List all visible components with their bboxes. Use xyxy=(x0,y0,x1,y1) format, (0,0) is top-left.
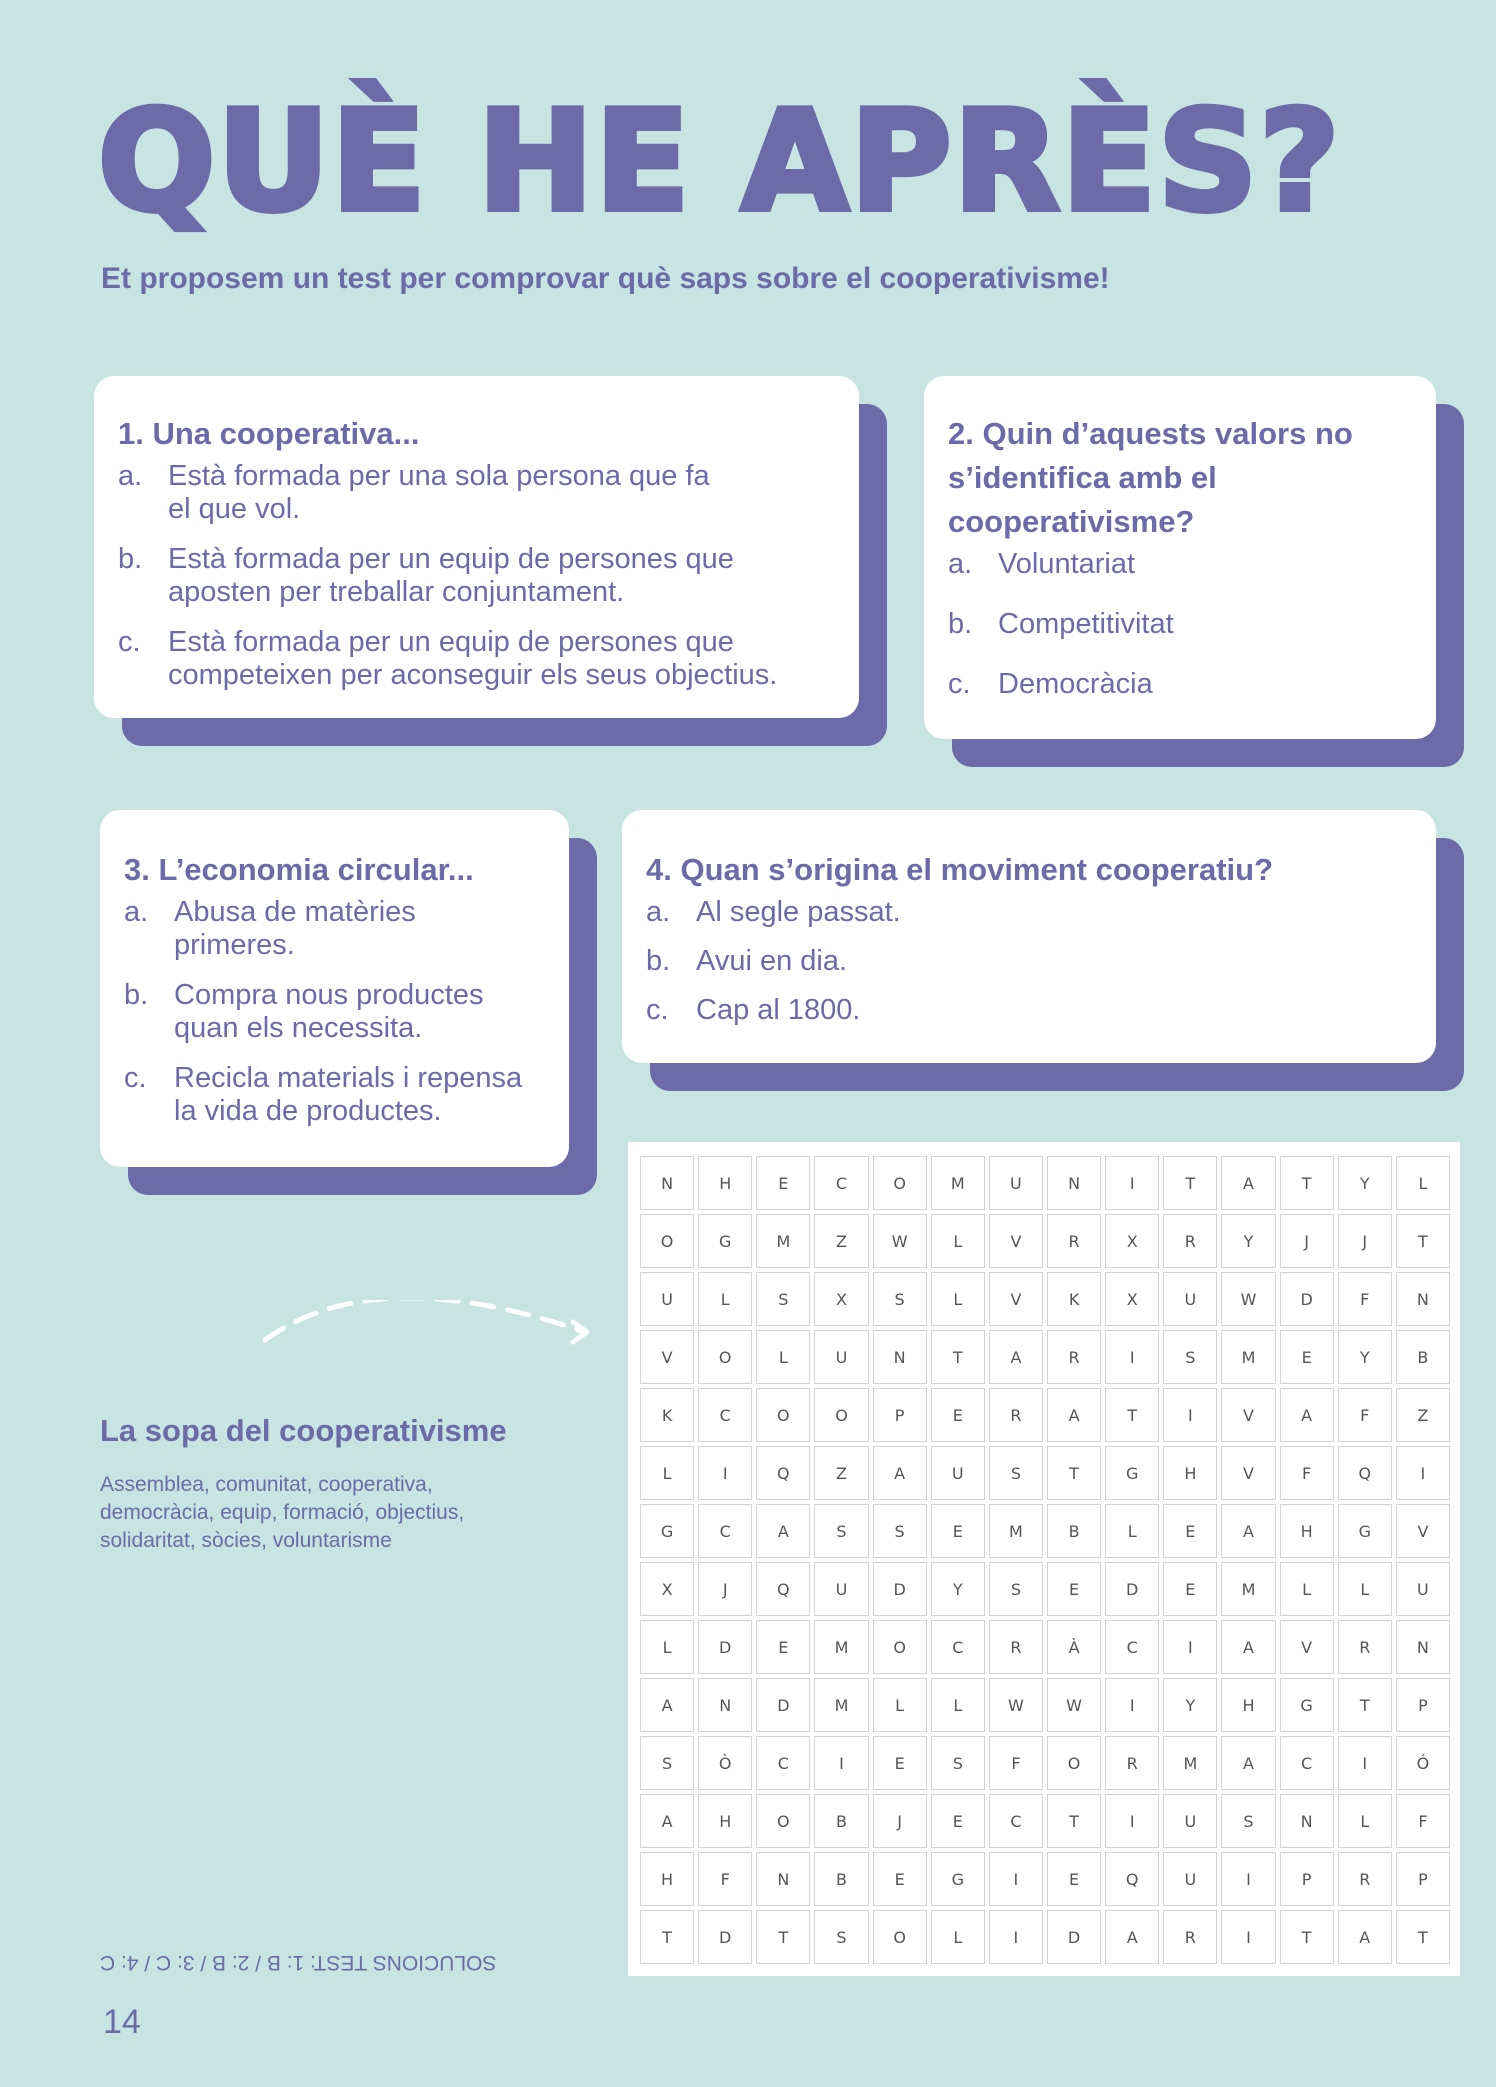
grid-cell[interactable]: C xyxy=(931,1620,985,1674)
grid-cell[interactable]: L xyxy=(873,1678,927,1732)
page-subtitle: Et proposem un test per comprovar què saps sobre el cooperativisme! xyxy=(101,262,1110,295)
grid-cell[interactable]: S xyxy=(1163,1330,1217,1384)
grid-cell[interactable]: O xyxy=(756,1388,810,1442)
grid-cell[interactable]: C xyxy=(814,1156,868,1210)
option-c xyxy=(948,668,1412,701)
grid-cell[interactable]: P xyxy=(873,1388,927,1442)
grid-cell[interactable]: Z xyxy=(814,1214,868,1268)
grid-cell[interactable]: T xyxy=(1047,1794,1101,1848)
option-text: Democràcia xyxy=(998,668,1153,700)
grid-cell[interactable]: S xyxy=(640,1736,694,1790)
grid-cell[interactable]: U xyxy=(931,1446,985,1500)
dashed-arrow-icon xyxy=(255,1300,595,1420)
grid-cell[interactable]: M xyxy=(989,1504,1043,1558)
grid-cell[interactable]: T xyxy=(1163,1156,1217,1210)
grid-cell[interactable]: F xyxy=(698,1852,752,1906)
question-card-2 xyxy=(924,376,1436,739)
grid-cell[interactable]: H xyxy=(1221,1678,1275,1732)
grid-cell[interactable]: D xyxy=(1047,1910,1101,1964)
grid-cell[interactable]: I xyxy=(1396,1446,1450,1500)
grid-cell[interactable]: N xyxy=(1280,1794,1334,1848)
grid-cell[interactable]: L xyxy=(1338,1562,1392,1616)
grid-cell[interactable]: S xyxy=(873,1272,927,1326)
option-letter: b. xyxy=(948,608,973,640)
grid-cell[interactable]: M xyxy=(814,1678,868,1732)
grid-cell[interactable]: I xyxy=(1163,1620,1217,1674)
grid-cell[interactable]: P xyxy=(1396,1852,1450,1906)
grid-cell[interactable]: D xyxy=(756,1678,810,1732)
option-letter: a. xyxy=(124,896,149,928)
grid-cell[interactable]: A xyxy=(756,1504,810,1558)
grid-cell[interactable]: F xyxy=(1338,1272,1392,1326)
grid-cell[interactable]: N xyxy=(1396,1620,1450,1674)
option-c xyxy=(124,1062,545,1128)
grid-cell[interactable]: R xyxy=(1163,1910,1217,1964)
grid-cell[interactable]: X xyxy=(1105,1272,1159,1326)
grid-cell[interactable]: T xyxy=(640,1910,694,1964)
word-search-grid xyxy=(628,1142,1460,1976)
grid-cell[interactable]: D xyxy=(698,1620,752,1674)
grid-cell[interactable]: O xyxy=(756,1794,810,1848)
grid-cell[interactable]: U xyxy=(1163,1852,1217,1906)
grid-cell[interactable]: S xyxy=(756,1272,810,1326)
grid-cell[interactable]: X xyxy=(1105,1214,1159,1268)
grid-cell[interactable]: S xyxy=(814,1910,868,1964)
grid-cell[interactable]: Ó xyxy=(1396,1736,1450,1790)
question-card-3 xyxy=(100,810,569,1167)
option-a xyxy=(948,548,1412,581)
grid-cell[interactable]: I xyxy=(989,1910,1043,1964)
grid-cell[interactable]: R xyxy=(989,1620,1043,1674)
grid-cell[interactable]: M xyxy=(931,1156,985,1210)
grid-cell[interactable]: C xyxy=(1280,1736,1334,1790)
grid-cell[interactable]: T xyxy=(1280,1910,1334,1964)
grid-cell[interactable]: À xyxy=(1047,1620,1101,1674)
grid-cell[interactable]: F xyxy=(1338,1388,1392,1442)
grid-cell[interactable]: M xyxy=(1163,1736,1217,1790)
grid-cell[interactable]: A xyxy=(1221,1504,1275,1558)
option-text: Està formada per un equip de persones que aposten per treballar conjuntament. xyxy=(168,543,734,608)
grid-cell[interactable]: N xyxy=(756,1852,810,1906)
option-c xyxy=(646,994,1412,1027)
grid-cell[interactable]: T xyxy=(756,1910,810,1964)
option-a xyxy=(124,896,545,962)
grid-cell[interactable]: N xyxy=(698,1678,752,1732)
grid-cell[interactable]: I xyxy=(814,1736,868,1790)
grid-cell[interactable]: E xyxy=(931,1504,985,1558)
grid-cell[interactable]: R xyxy=(1047,1214,1101,1268)
grid-cell[interactable]: B xyxy=(814,1794,868,1848)
grid-cell[interactable]: E xyxy=(756,1620,810,1674)
grid-cell[interactable]: L xyxy=(640,1620,694,1674)
grid-cell[interactable]: M xyxy=(814,1620,868,1674)
grid-cell[interactable]: L xyxy=(1105,1504,1159,1558)
grid-cell[interactable]: L xyxy=(931,1272,985,1326)
grid-cell[interactable]: D xyxy=(698,1910,752,1964)
grid-cell[interactable]: E xyxy=(873,1852,927,1906)
grid-cell[interactable]: M xyxy=(1221,1330,1275,1384)
option-letter: b. xyxy=(646,945,671,977)
grid-cell[interactable]: R xyxy=(1338,1852,1392,1906)
grid-cell[interactable]: Y xyxy=(1221,1214,1275,1268)
option-letter: b. xyxy=(124,979,149,1011)
grid-cell[interactable]: U xyxy=(989,1156,1043,1210)
grid-cell[interactable]: E xyxy=(931,1388,985,1442)
grid-cell[interactable]: T xyxy=(1280,1156,1334,1210)
grid-cell[interactable]: V xyxy=(989,1214,1043,1268)
grid-cell[interactable]: U xyxy=(640,1272,694,1326)
grid-cell[interactable]: M xyxy=(1221,1562,1275,1616)
grid-cell[interactable]: M xyxy=(756,1214,810,1268)
grid-cell[interactable]: O xyxy=(698,1330,752,1384)
grid-cell[interactable]: B xyxy=(1396,1330,1450,1384)
grid-cell[interactable]: F xyxy=(1396,1794,1450,1848)
grid-cell[interactable]: T xyxy=(931,1330,985,1384)
grid-cell[interactable]: T xyxy=(1047,1446,1101,1500)
option-text: Està formada per una sola persona que fa el que vol. xyxy=(168,460,710,525)
question-card-4 xyxy=(622,810,1436,1063)
grid-cell[interactable]: N xyxy=(1396,1272,1450,1326)
grid-cell[interactable]: P xyxy=(1280,1852,1334,1906)
grid-cell[interactable]: R xyxy=(1163,1214,1217,1268)
grid-cell[interactable]: D xyxy=(1105,1562,1159,1616)
grid-cell[interactable]: Q xyxy=(756,1562,810,1616)
grid-cell[interactable]: E xyxy=(873,1736,927,1790)
grid-cell[interactable]: N xyxy=(873,1330,927,1384)
word-search-title: La sopa del cooperativisme xyxy=(100,1413,507,1448)
grid-cell[interactable]: T xyxy=(1338,1678,1392,1732)
grid-cell[interactable]: D xyxy=(873,1562,927,1616)
option-list xyxy=(646,896,1412,1027)
grid-cell[interactable]: V xyxy=(1396,1504,1450,1558)
question-title: 2. Quin d’aquests valors no s’identifica amb el cooperativisme? xyxy=(948,416,1353,539)
grid-cell[interactable]: O xyxy=(814,1388,868,1442)
grid-cell[interactable]: W xyxy=(873,1214,927,1268)
option-b xyxy=(118,543,835,609)
grid-cell[interactable]: L xyxy=(640,1446,694,1500)
grid-cell[interactable]: G xyxy=(698,1214,752,1268)
option-text: Està formada per un equip de persones que competeixen per aconseguir els seus objectius. xyxy=(168,626,778,691)
grid-cell[interactable]: R xyxy=(1338,1620,1392,1674)
grid-cell[interactable]: G xyxy=(1338,1504,1392,1558)
grid-cell[interactable]: E xyxy=(1047,1562,1101,1616)
grid-cell[interactable]: I xyxy=(1338,1736,1392,1790)
option-letter: c. xyxy=(124,1062,147,1094)
grid-cell[interactable]: E xyxy=(931,1794,985,1848)
grid-cell[interactable]: J xyxy=(1280,1214,1334,1268)
grid-cell[interactable]: A xyxy=(1338,1910,1392,1964)
grid-cell[interactable]: Q xyxy=(756,1446,810,1500)
grid-cell[interactable]: E xyxy=(1047,1852,1101,1906)
grid-cell[interactable]: J xyxy=(698,1562,752,1616)
grid-cell[interactable]: I xyxy=(698,1446,752,1500)
question-title: 1. Una cooperativa... xyxy=(118,416,420,451)
grid-cell[interactable]: I xyxy=(1221,1910,1275,1964)
grid-cell[interactable]: A xyxy=(1221,1620,1275,1674)
option-text: Avui en dia. xyxy=(696,945,848,977)
grid-cell[interactable]: Y xyxy=(1338,1330,1392,1384)
grid-cell[interactable]: A xyxy=(873,1446,927,1500)
grid-cell[interactable]: L xyxy=(1338,1794,1392,1848)
grid-cell[interactable]: T xyxy=(1396,1214,1450,1268)
grid-cell[interactable]: L xyxy=(756,1330,810,1384)
grid-cell[interactable]: O xyxy=(873,1910,927,1964)
grid-cell[interactable]: L xyxy=(1280,1562,1334,1616)
question-title: 4. Quan s’origina el moviment cooperatiu? xyxy=(646,852,1274,887)
grid-cell[interactable]: G xyxy=(1280,1678,1334,1732)
option-letter: c. xyxy=(948,668,971,700)
option-text: Recicla materials i repensa la vida de productes. xyxy=(174,1062,523,1127)
grid-cell[interactable]: A xyxy=(989,1330,1043,1384)
grid-cell[interactable]: G xyxy=(1105,1446,1159,1500)
grid-cell[interactable]: P xyxy=(1396,1678,1450,1732)
grid-cell[interactable]: C xyxy=(756,1736,810,1790)
page-title: QUÈ HE APRÈS? xyxy=(98,81,1342,242)
grid-cell[interactable]: X xyxy=(814,1272,868,1326)
grid-cell[interactable]: V xyxy=(1221,1446,1275,1500)
grid-cell[interactable]: K xyxy=(640,1388,694,1442)
option-c xyxy=(118,626,835,692)
grid-cell[interactable]: N xyxy=(1047,1156,1101,1210)
page-number: 14 xyxy=(103,2003,141,2041)
grid-cell[interactable]: Q xyxy=(1105,1852,1159,1906)
grid-cell[interactable]: Z xyxy=(814,1446,868,1500)
grid-cell[interactable]: H xyxy=(640,1852,694,1906)
grid-cell[interactable]: Y xyxy=(931,1562,985,1616)
option-letter: b. xyxy=(118,543,143,575)
grid-cell[interactable]: I xyxy=(1105,1794,1159,1848)
grid-cell[interactable]: W xyxy=(989,1678,1043,1732)
word-search-words: Assemblea, comunitat, cooperativa, democràcia, equip, formació, objectius, solidaritat, sòcies, voluntarisme xyxy=(100,1473,465,1552)
option-letter: c. xyxy=(118,626,141,658)
option-letter: a. xyxy=(948,548,973,580)
grid-cell[interactable]: A xyxy=(1280,1388,1334,1442)
grid-cell[interactable]: I xyxy=(1163,1388,1217,1442)
grid-cell[interactable]: F xyxy=(1280,1446,1334,1500)
grid-cell[interactable]: L xyxy=(931,1910,985,1964)
grid-cell[interactable]: A xyxy=(1047,1388,1101,1442)
grid-cell[interactable]: E xyxy=(1163,1562,1217,1616)
grid-cell[interactable]: T xyxy=(1105,1388,1159,1442)
option-list xyxy=(124,896,545,1128)
grid-cell[interactable]: V xyxy=(1280,1620,1334,1674)
option-list xyxy=(118,460,835,692)
grid-cell[interactable]: V xyxy=(1221,1388,1275,1442)
grid-cell[interactable]: Y xyxy=(1338,1156,1392,1210)
option-a xyxy=(646,896,1412,929)
grid-cell[interactable]: B xyxy=(1047,1504,1101,1558)
grid-cell[interactable]: E xyxy=(1163,1504,1217,1558)
grid-cell[interactable]: H xyxy=(1163,1446,1217,1500)
grid-cell[interactable]: J xyxy=(1338,1214,1392,1268)
option-list xyxy=(948,548,1412,701)
grid-cell[interactable]: T xyxy=(1396,1910,1450,1964)
grid-cell[interactable]: G xyxy=(640,1504,694,1558)
grid-cell[interactable]: C xyxy=(698,1504,752,1558)
grid-cell[interactable]: I xyxy=(989,1852,1043,1906)
grid-cell[interactable]: L xyxy=(931,1214,985,1268)
grid-cell[interactable]: R xyxy=(1047,1330,1101,1384)
grid-cell[interactable]: E xyxy=(1280,1330,1334,1384)
grid-cell[interactable]: H xyxy=(698,1156,752,1210)
grid-cell[interactable]: V xyxy=(640,1330,694,1384)
grid-cell[interactable]: I xyxy=(1221,1852,1275,1906)
option-b xyxy=(948,608,1412,641)
option-text: Cap al 1800. xyxy=(696,994,861,1026)
grid-cell[interactable]: U xyxy=(1163,1272,1217,1326)
grid-cell[interactable]: K xyxy=(1047,1272,1101,1326)
grid-cell[interactable]: I xyxy=(1105,1330,1159,1384)
grid-cell[interactable]: O xyxy=(873,1620,927,1674)
grid-cell[interactable]: B xyxy=(814,1852,868,1906)
option-text: Competitivitat xyxy=(998,608,1174,640)
grid-cell[interactable]: S xyxy=(931,1736,985,1790)
grid-cell[interactable]: X xyxy=(640,1562,694,1616)
grid-cell[interactable]: N xyxy=(640,1156,694,1210)
grid-cell[interactable]: C xyxy=(698,1388,752,1442)
grid-cell[interactable]: V xyxy=(989,1272,1043,1326)
option-text: Al segle passat. xyxy=(696,896,901,928)
grid-cell[interactable]: Q xyxy=(1338,1446,1392,1500)
grid-cell[interactable]: A xyxy=(1105,1910,1159,1964)
grid-cell[interactable]: Y xyxy=(1163,1678,1217,1732)
question-title: 3. L’economia circular... xyxy=(124,852,474,887)
grid-cell[interactable]: R xyxy=(1105,1736,1159,1790)
grid-cell[interactable]: O xyxy=(640,1214,694,1268)
option-text: Compra nous productes quan els necessita. xyxy=(174,979,484,1044)
grid-cell[interactable]: L xyxy=(931,1678,985,1732)
grid-cell[interactable]: O xyxy=(1047,1736,1101,1790)
grid-cell[interactable]: C xyxy=(989,1794,1043,1848)
grid-cell[interactable]: L xyxy=(1396,1156,1450,1210)
grid-cell[interactable]: A xyxy=(1221,1736,1275,1790)
grid-cell[interactable]: S xyxy=(814,1504,868,1558)
grid-cell[interactable]: R xyxy=(989,1388,1043,1442)
grid-cell[interactable]: A xyxy=(640,1794,694,1848)
grid-cell[interactable]: W xyxy=(1221,1272,1275,1326)
grid-cell[interactable]: J xyxy=(873,1794,927,1848)
grid-cell[interactable]: C xyxy=(1105,1620,1159,1674)
grid-cell[interactable]: S xyxy=(989,1446,1043,1500)
grid-cell[interactable]: G xyxy=(931,1852,985,1906)
grid-cell[interactable]: S xyxy=(873,1504,927,1558)
question-card-1 xyxy=(94,376,859,718)
grid-cell[interactable]: D xyxy=(1280,1272,1334,1326)
test-solutions: SOLUCIONS TEST: 1: B / 2: B / 3: C / 4: C xyxy=(100,1951,497,1974)
grid-cell[interactable]: E xyxy=(756,1156,810,1210)
grid-cell[interactable]: W xyxy=(1047,1678,1101,1732)
grid-cell[interactable]: Z xyxy=(1396,1388,1450,1442)
grid-cell[interactable]: A xyxy=(1221,1156,1275,1210)
option-letter: a. xyxy=(118,460,143,492)
grid-cell[interactable]: S xyxy=(989,1562,1043,1616)
grid-cell[interactable]: U xyxy=(1163,1794,1217,1848)
grid-cell[interactable]: I xyxy=(1105,1156,1159,1210)
grid-cell[interactable]: L xyxy=(698,1272,752,1326)
option-letter: a. xyxy=(646,896,671,928)
grid-cell[interactable]: A xyxy=(640,1678,694,1732)
grid-cell[interactable]: U xyxy=(814,1562,868,1616)
option-text: Abusa de matèries primeres. xyxy=(174,896,416,961)
grid-cell[interactable]: H xyxy=(698,1794,752,1848)
option-text: Voluntariat xyxy=(998,548,1136,580)
grid-cell[interactable]: U xyxy=(1396,1562,1450,1616)
option-b xyxy=(646,945,1412,978)
grid-cell[interactable]: U xyxy=(814,1330,868,1384)
grid-cell[interactable]: F xyxy=(989,1736,1043,1790)
grid-cell[interactable]: S xyxy=(1221,1794,1275,1848)
option-letter: c. xyxy=(646,994,669,1026)
grid-cell[interactable]: H xyxy=(1280,1504,1334,1558)
option-a xyxy=(118,460,835,526)
option-b xyxy=(124,979,545,1045)
grid-cell[interactable]: I xyxy=(1105,1678,1159,1732)
grid-cell[interactable]: Ò xyxy=(698,1736,752,1790)
grid-cell[interactable]: O xyxy=(873,1156,927,1210)
